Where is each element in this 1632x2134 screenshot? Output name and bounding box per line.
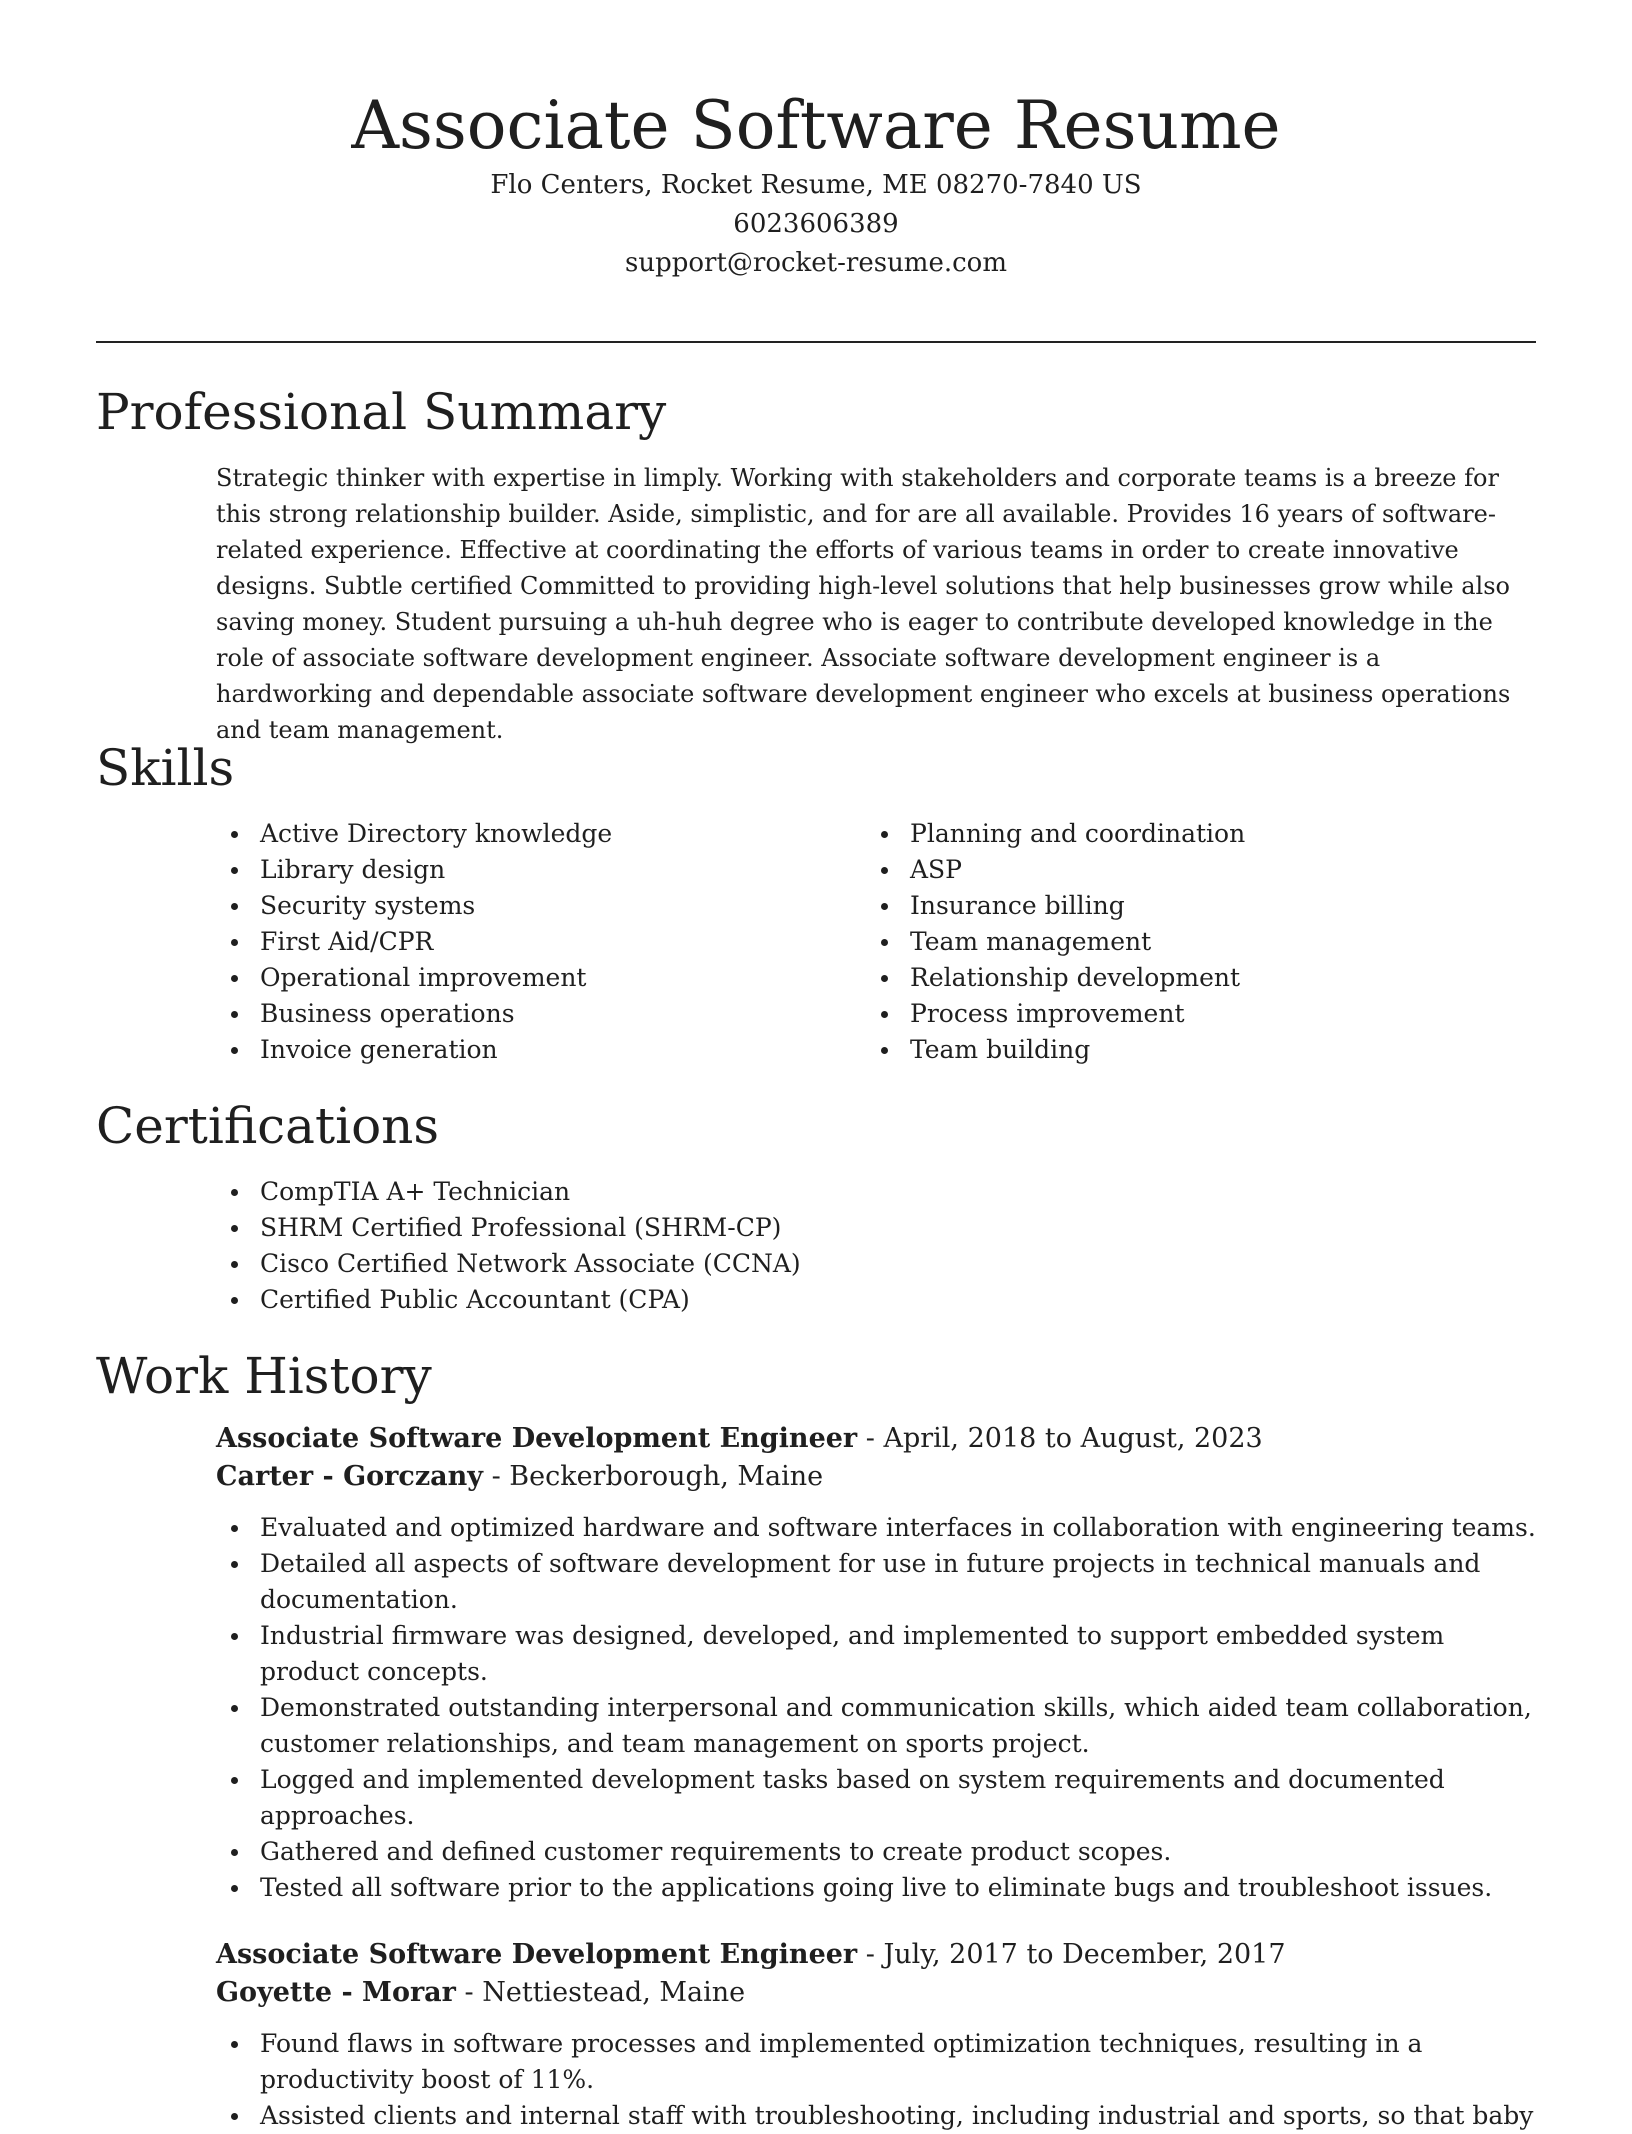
duty-item: Industrial firmware was designed, developed, and implemented to support embedded system product concepts. [216, 1618, 1536, 1690]
job-title: Associate Software Development Engineer [216, 1939, 858, 1970]
job-separator: - [865, 1423, 884, 1454]
summary-section [96, 380, 1536, 748]
skill-item: Team management [866, 924, 1516, 960]
skill-item: Relationship development [866, 960, 1516, 996]
skill-item: Process improvement [866, 996, 1516, 1032]
job-company: Carter - Gorczany [216, 1461, 483, 1492]
duty-item: Found flaws in software processes and implemented optimization techniques, resulting in a productivity boost of 11%. [216, 2026, 1536, 2098]
resume-name: Associate Software Resume [351, 87, 1281, 164]
job-dates: April, 2018 to August, 2023 [883, 1423, 1263, 1454]
skill-item: Library design [216, 852, 866, 888]
skill-item: Invoice generation [216, 1032, 866, 1068]
work-history-heading: Work History [96, 1347, 432, 1405]
job-entry [216, 1936, 1536, 2134]
skill-item: Security systems [216, 888, 866, 924]
contact-email: support@rocket-resume.com [624, 248, 1007, 278]
skill-item: ASP [866, 852, 1516, 888]
job-duties [216, 1510, 1536, 1906]
skills-column-left [216, 816, 866, 1068]
job-company: Goyette - Morar [216, 1977, 456, 2008]
certification-item: Certified Public Accountant (CPA) [216, 1282, 1536, 1318]
contact-address: Flo Centers, Rocket Resume, ME 08270-7840 US [490, 170, 1142, 200]
certification-item: SHRM Certified Professional (SHRM-CP) [216, 1210, 1536, 1246]
duty-item: Evaluated and optimized hardware and software interfaces in collaboration with engineering teams. [216, 1510, 1536, 1546]
job-location: Nettiestead, Maine [482, 1977, 746, 2008]
skill-item: Team building [866, 1032, 1516, 1068]
skill-item: Insurance billing [866, 888, 1516, 924]
certification-item: Cisco Certified Network Associate (CCNA) [216, 1246, 1536, 1282]
certification-item: CompTIA A+ Technician [216, 1174, 1536, 1210]
duty-item: Detailed all aspects of software development for use in future projects in technical manuals and documentation. [216, 1546, 1536, 1618]
job-company-line [216, 1458, 1536, 1496]
resume-header [96, 80, 1536, 283]
duty-item: Tested all software prior to the applications going live to eliminate bugs and troubleshoot issues. [216, 1870, 1536, 1906]
skill-item: Active Directory knowledge [216, 816, 866, 852]
job-title-line [216, 1420, 1536, 1458]
certifications-list [216, 1174, 1536, 1318]
skills-column-right [866, 816, 1516, 1068]
duty-item: Demonstrated outstanding interpersonal and communication skills, which aided team collaboration, customer relationships, and team management on sports project. [216, 1690, 1536, 1762]
job-title: Associate Software Development Engineer [216, 1423, 858, 1454]
job-separator: - [491, 1461, 510, 1492]
skill-item: First Aid/CPR [216, 924, 866, 960]
job-dates: July, 2017 to December, 2017 [883, 1939, 1286, 1970]
job-entry [216, 1420, 1536, 1906]
job-duties [216, 2026, 1536, 2134]
skill-item: Operational improvement [216, 960, 866, 996]
summary-text: Strategic thinker with expertise in limply. Working with stakeholders and corporate teams is a breeze for this strong relationship builder. Aside, simplistic, and for are all available. Provides 16 years of software-related experience. Effective at coordinating the efforts of various teams in order to create innovative designs. Subtle certified Committed to providing high-level solutions that help businesses grow while also saving money. Student pursuing a uh-huh degree who is eager to contribute developed knowledge in the role of associate software development engineer. Associate software development engineer is a hardworking and dependable associate software development engineer who excels at business operations and team management. [216, 464, 1511, 744]
skill-item: Planning and coordination [866, 816, 1516, 852]
header-divider [96, 341, 1536, 343]
contact-phone: 6023606389 [733, 209, 899, 239]
job-company-line [216, 1974, 1536, 2012]
job-location: Beckerborough, Maine [509, 1461, 824, 1492]
duty-item: Assisted clients and internal staff with troubleshooting, including industrial and sports, so that baby [216, 2098, 1536, 2134]
skills-columns [216, 816, 1536, 1068]
work-history-section [96, 1344, 1536, 2134]
skills-section [96, 736, 1536, 1068]
job-separator: - [464, 1977, 483, 2008]
summary-heading: Professional Summary [96, 383, 667, 441]
certifications-heading: Certifications [96, 1097, 440, 1155]
skills-heading: Skills [96, 739, 235, 797]
duty-item: Gathered and defined customer requirements to create product scopes. [216, 1834, 1536, 1870]
skill-item: Business operations [216, 996, 866, 1032]
job-separator: - [865, 1939, 884, 1970]
certifications-section [96, 1094, 1536, 1318]
duty-item: Logged and implemented development tasks based on system requirements and documented approaches. [216, 1762, 1536, 1834]
job-title-line [216, 1936, 1536, 1974]
